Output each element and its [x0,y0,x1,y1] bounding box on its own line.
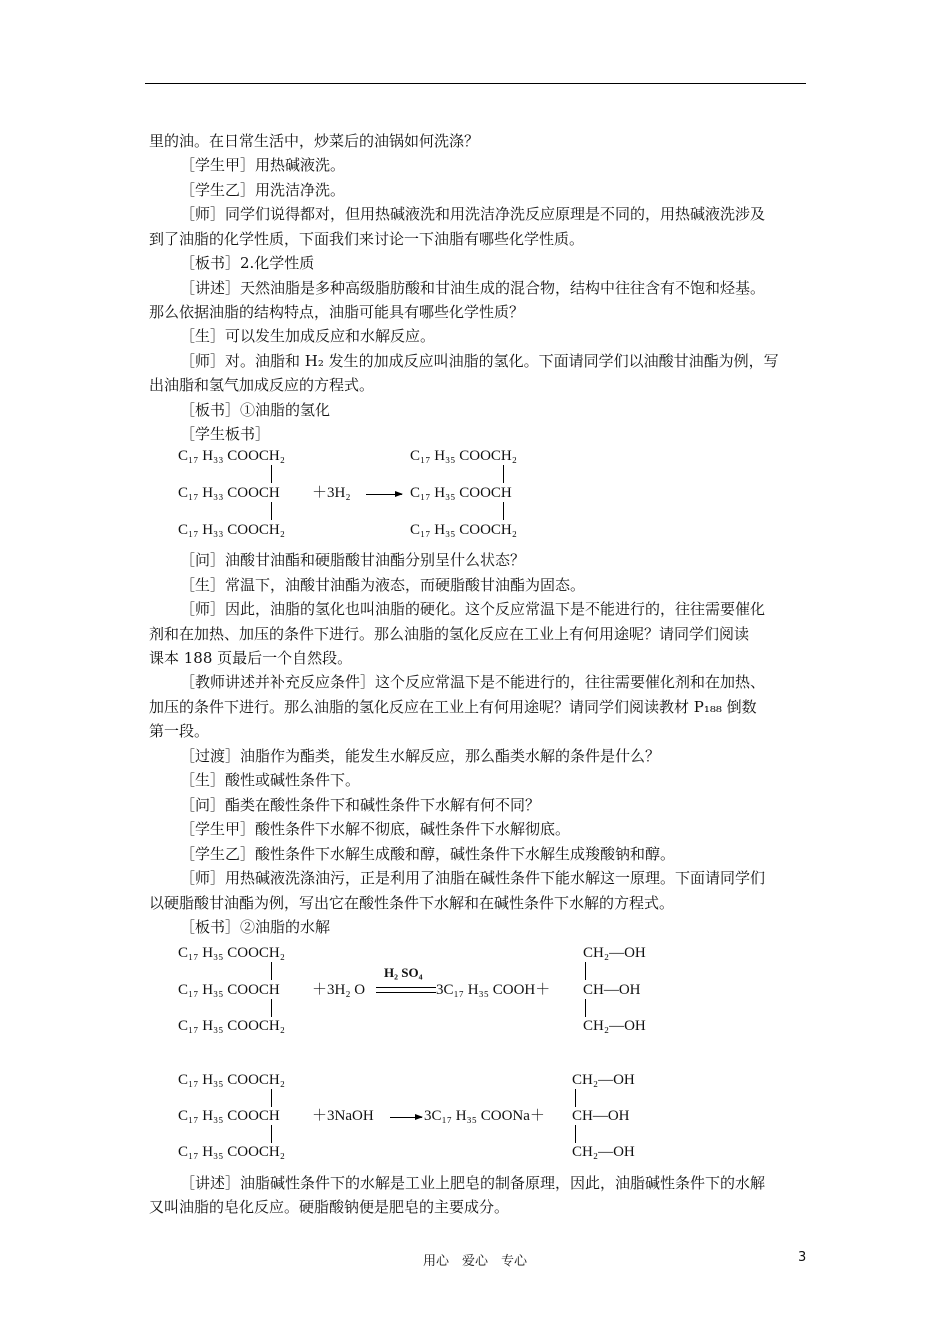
text-line: ［讲述］天然油脂是多种高级脂肪酸和甘油生成的混合物，结构中往往含有不饱和烃基。 [180,279,766,297]
eq1-arrow-icon [366,494,402,495]
eq2-glycerol-line-1: CH₂—OH [583,945,646,961]
eq1-reactant-line-1: C₁₇ H₃₃ COOCH₂ [178,448,285,464]
eq2-bond [585,999,586,1017]
text-line: ［师］对。油脂和 H₂ 发生的加成反应叫油脂的氢化。下面请同学们以油酸甘油酯为例，写 [180,352,779,370]
eq3-reactant-line-3: C₁₇ H₃₅ COOCH₂ [178,1144,285,1160]
eq2-water: ＋3H₂ O [312,982,366,998]
eq3-bond [575,1125,576,1143]
eq2-glycerol-line-2: CH—OH [583,982,641,998]
text-line: ［师］用热碱液洗涤油污，正是利用了油脂在碱性条件下能水解这一原理。下面请同学们 [180,869,766,887]
text-line: ［生］酸性或碱性条件下。 [180,771,361,789]
eq3-reactant-line-1: C₁₇ H₃₅ COOCH₂ [178,1072,285,1088]
page-footer: 用心 爱心 专心 [422,1254,527,1269]
text-line: 出油脂和氢气加成反应的方程式。 [149,376,375,394]
page-number: 3 [798,1250,807,1265]
eq1-bond [503,502,504,520]
eq3-arrow-icon [390,1117,422,1118]
text-line: ［生］常温下，油酸甘油酯为液态，而硬脂酸甘油酯为固态。 [180,576,586,594]
eq3-reactant-line-2: C₁₇ H₃₅ COOCH [178,1108,280,1124]
eq2-bond [271,999,272,1017]
text-line: 那么依据油脂的结构特点，油脂可能具有哪些化学性质？ [149,303,525,321]
eq3-glycerol-line-1: CH₂—OH [572,1072,635,1088]
text-line: ［学生甲］酸性条件下水解不彻底，碱性条件下水解彻底。 [180,820,571,838]
header-rule [145,83,806,84]
eq2-reactant-line-1: C₁₇ H₃₅ COOCH₂ [178,945,285,961]
text-line: ［学生板书］ [180,425,271,443]
text-line: 以硬脂酸甘油酯为例，写出它在酸性条件下水解和在碱性条件下水解的方程式。 [149,894,675,912]
text-line: ［学生乙］酸性条件下水解生成酸和醇，碱性条件下水解生成羧酸钠和醇。 [180,845,676,863]
eq2-equilibrium-sign-icon [376,987,436,993]
eq2-acid-product: 3C₁₇ H₃₅ COOH＋ [436,982,551,998]
text-line: 又叫油脂的皂化反应。硬脂酸钠便是肥皂的主要成分。 [149,1198,510,1216]
text-line: ［师］因此，油脂的氢化也叫油脂的硬化。这个反应常温下是不能进行的，往往需要催化 [180,600,766,618]
text-line: ［生］可以发生加成反应和水解反应。 [180,327,436,345]
eq3-bond [575,1089,576,1107]
text-line: ［过渡］油脂作为酯类，能发生水解反应，那么酯类水解的条件是什么？ [180,747,661,765]
eq1-bond [271,465,272,483]
eq1-product-line-1: C₁₇ H₃₅ COOCH₂ [410,448,517,464]
eq3-naoh: ＋3NaOH [312,1108,374,1124]
eq1-hydrogen: ＋3H₂ [312,485,351,501]
text-line: ［学生乙］用洗洁净洗。 [180,181,346,199]
eq3-glycerol-line-2: CH—OH [572,1108,630,1124]
text-line: 到了油脂的化学性质，下面我们来讨论一下油脂有哪些化学性质。 [149,230,585,248]
text-line: ［讲述］油脂碱性条件下的水解是工业上肥皂的制备原理，因此，油脂碱性条件下的水解 [180,1174,766,1192]
eq1-product-line-3: C₁₇ H₃₅ COOCH₂ [410,522,517,538]
text-line: ［板书］2.化学性质 [180,254,315,272]
eq3-bond [271,1089,272,1107]
eq3-glycerol-line-3: CH₂—OH [572,1144,635,1160]
eq1-reactant-line-2: C₁₇ H₃₃ COOCH [178,485,280,501]
text-line: ［问］油酸甘油酯和硬脂酸甘油酯分别呈什么状态？ [180,551,526,569]
eq1-product-line-2: C₁₇ H₃₅ COOCH [410,485,512,501]
eq2-bond [585,962,586,980]
eq3-soap-product: 3C₁₇ H₃₅ COONa＋ [424,1108,545,1124]
text-line: ［师］同学们说得都对，但用热碱液洗和用洗洁净洗反应原理是不同的，用热碱液洗涉及 [180,205,766,223]
text-line: 加压的条件下进行。那么油脂的氢化反应在工业上有何用途呢？请同学们阅读教材 P₁₈₈ 倒数 [149,698,757,716]
text-line: 剂和在加热、加压的条件下进行。那么油脂的氢化反应在工业上有何用途呢？请同学们阅读 [149,625,750,643]
eq2-reactant-line-3: C₁₇ H₃₅ COOCH₂ [178,1018,285,1034]
text-line: ［板书］①油脂的氢化 [180,401,331,419]
eq2-bond [271,962,272,980]
eq2-catalyst: H₂ SO₄ [384,965,423,980]
text-line: ［问］酯类在酸性条件下和碱性条件下水解有何不同？ [180,796,541,814]
text-line: ［板书］②油脂的水解 [180,918,331,936]
eq3-bond [271,1125,272,1143]
text-line: 第一段。 [149,722,210,740]
eq1-bond [503,465,504,483]
text-line: ［教师讲述并补充反应条件］这个反应常温下是不能进行的，往往需要催化剂和在加热、 [180,673,766,691]
text-line: 里的油。在日常生活中，炒菜后的油锅如何洗涤？ [149,132,480,150]
text-line: 课本 188 页最后一个自然段。 [149,649,353,667]
eq1-bond [271,502,272,520]
text-line: ［学生甲］用热碱液洗。 [180,156,346,174]
eq2-glycerol-line-3: CH₂—OH [583,1018,646,1034]
eq2-reactant-line-2: C₁₇ H₃₅ COOCH [178,982,280,998]
eq1-reactant-line-3: C₁₇ H₃₃ COOCH₂ [178,522,285,538]
